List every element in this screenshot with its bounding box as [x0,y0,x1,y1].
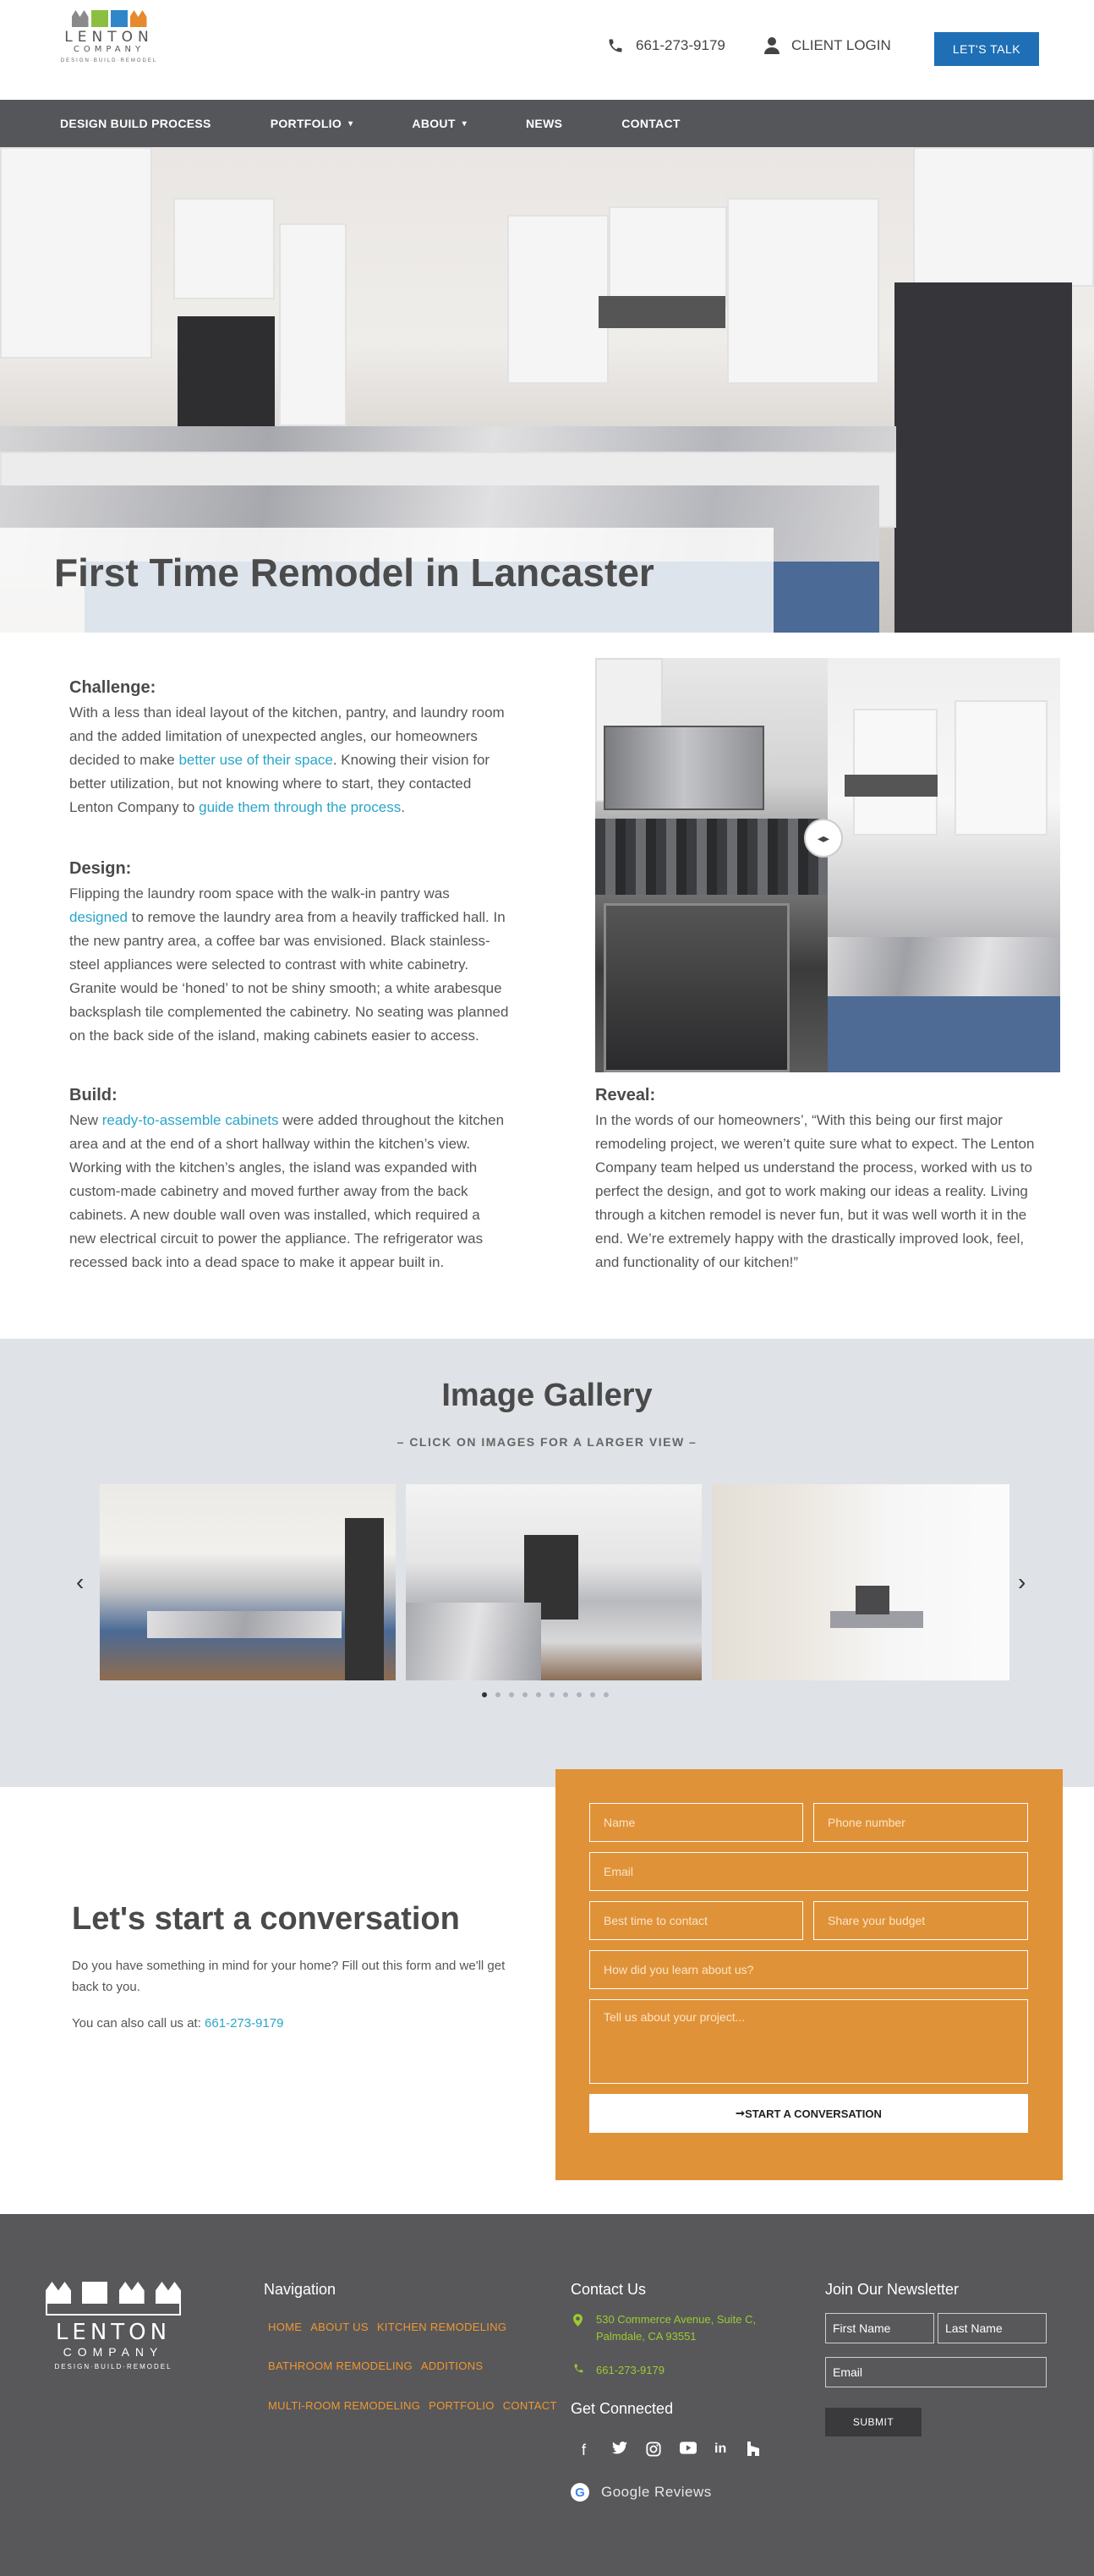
gallery-dot[interactable] [495,1692,501,1697]
gallery-dot[interactable] [590,1692,595,1697]
nav-label: NEWS [526,117,563,130]
page-title: First Time Remodel in Lancaster [54,551,654,595]
user-icon [764,37,779,54]
footer-link[interactable]: KITCHEN REMODELING [376,2321,507,2333]
hero-range-hood [599,296,725,328]
gallery-subtitle: – CLICK ON IMAGES FOR A LARGER VIEW – [397,1435,697,1449]
gallery-dot[interactable] [536,1692,541,1697]
gallery-next-icon[interactable]: › [1018,1569,1026,1595]
gallery-image[interactable] [712,1484,1009,1680]
footer-address[interactable] [596,2311,756,2345]
nav-label: PORTFOLIO [270,117,342,130]
build-heading: Build: [69,1086,118,1104]
hero-cabinet [0,147,152,359]
design-text [69,882,509,1048]
hero-cabinet [507,215,609,384]
build-block [69,1086,509,1274]
client-login-label: CLIENT LOGIN [791,37,891,53]
newsletter-submit-button[interactable]: SUBMIT [825,2408,922,2436]
project-textarea[interactable]: Tell us about your project... [589,1999,1028,2084]
site-header [0,0,1094,100]
twitter-icon[interactable] [612,2442,627,2454]
hero-counter [0,426,896,452]
logo-line1: LENTON [64,29,154,46]
google-reviews-label: Google Reviews [601,2484,712,2500]
hero-refrigerator [894,282,1072,633]
image-gallery [0,1339,1094,1787]
footer-link-row [268,2399,557,2412]
nav-contact[interactable] [621,117,681,130]
text: You can also call us at: [72,2016,205,2031]
newsletter-last-name[interactable]: Last Name [938,2313,1047,2343]
build-text [69,1109,509,1274]
footer-contact-heading: Contact Us [571,2281,647,2298]
gallery-image[interactable] [406,1484,702,1680]
arrow-right-icon: ➞ [736,2107,746,2119]
footer-logo-line1: LENTON [55,2320,172,2345]
footer-phone[interactable]: 661-273-9179 [596,2364,665,2376]
challenge-heading: Challenge: [69,678,156,697]
gallery-dot[interactable] [522,1692,528,1697]
newsletter-email[interactable]: Email [825,2357,1047,2387]
text: . [401,799,405,815]
address-line1: 530 Commerce Avenue, Suite C, [596,2313,757,2326]
phone-icon [607,37,624,54]
gallery-dot[interactable] [509,1692,514,1697]
name-field[interactable]: Name [589,1803,803,1842]
rta-cabinets-link[interactable]: ready-to-assemble cabinets [101,1112,279,1128]
contact-call [72,2013,528,2034]
nav-label: ABOUT [412,117,456,130]
text: Flipping the laundry room space with the walk-in pantry was [69,885,450,902]
text: were added throughout the kitchen area and at the end of a short hallway within the kitchen’s view. Working with the kitchen’s angles, the island was expanded with custom-made cabinetry and moved further away from the back cabinets. A new double wall oven was installed, which required a new electrical circuit to power the appliance. The refrigerator was recessed back into a dead space to make it appear built in. [69,1112,505,1270]
gallery-dot[interactable] [482,1692,487,1697]
hero-cabinet [279,223,347,426]
chevron-down-icon: ▾ [462,118,468,129]
linkedin-icon[interactable]: in [714,2442,727,2456]
compare-handle-icon[interactable]: ◂▸ [804,819,843,858]
gallery-title: Image Gallery [441,1378,653,1413]
designed-link[interactable]: designed [69,909,129,925]
logo-line2: COMPANY [73,45,145,54]
houzz-icon[interactable] [747,2442,759,2456]
best-time-field[interactable]: Best time to contact [589,1901,803,1940]
logo[interactable] [59,10,159,90]
nav-label: DESIGN BUILD PROCESS [60,117,211,130]
gallery-dot[interactable] [563,1692,568,1697]
text: . Knowing their vision for better utilization, but not knowing where to start, they contacted Lenton Company to [69,752,490,815]
submit-label: START A CONVERSATION [745,2107,882,2120]
google-icon: G [571,2483,589,2502]
footer-link[interactable]: BATHROOM REMODELING [268,2360,413,2372]
reveal-block [595,1086,1035,1274]
learned-field[interactable]: How did you learn about us? [589,1950,1028,1989]
contact-form [555,1769,1063,2180]
footer-connected-heading: Get Connected [571,2400,674,2417]
footer-link[interactable]: ADDITIONS [420,2360,484,2372]
gallery-dot[interactable] [577,1692,582,1697]
newsletter-heading: Join Our Newsletter [825,2281,960,2298]
footer-nav-heading: Navigation [264,2281,336,2298]
text: With a less than ideal layout of the kitchen, pantry, and laundry room and the added limitation of unexpected angles, our homeowners decided to make [69,704,505,768]
budget-field[interactable]: Share your budget [813,1901,1028,1940]
footer-logo-line2: COMPANY [63,2345,164,2359]
chevron-down-icon: ▾ [348,118,353,129]
footer-link-row [268,2321,506,2333]
better-use-link[interactable]: better use of their space [178,752,333,768]
footer-link[interactable]: ABOUT US [310,2321,369,2333]
gallery-dots [482,1692,609,1697]
design-heading: Design: [69,859,132,878]
main-nav [0,100,1094,147]
before-after-slider[interactable] [595,658,1060,1072]
reveal-text: In the words of our homeowners’, “With this being our first major remodeling project, we weren’t quite sure what to expect. The Lenton Company team helped us understand the process, worked with us to perfect the design, and got to work making our ideas a reality. Living through a kitchen remodel is never fun, but it was well worth it in the end. We’re extremely happy with the drastically improved look, feel, and functionality of our kitchen!” [595,1112,1035,1270]
newsletter-first-name[interactable]: First Name [825,2313,934,2343]
header-phone: 661-273-9179 [636,37,725,53]
hero-cabinet [913,147,1094,287]
email-field[interactable]: Email [589,1852,1028,1891]
nav-label: CONTACT [621,117,681,130]
nav-design-build-process[interactable] [60,117,211,130]
footer-logo[interactable] [46,2282,181,2370]
nav-portfolio[interactable] [271,117,353,130]
logo-tagline: DESIGN·BUILD·REMODEL [60,58,158,63]
footer-phone-icon [573,2362,584,2379]
design-block [69,859,509,1048]
before-image [595,658,828,1072]
start-conversation-button[interactable] [589,2094,1028,2133]
map-pin-icon [573,2314,583,2332]
site-footer [0,2214,1094,2576]
phone-field[interactable]: Phone number [813,1803,1028,1842]
footer-link[interactable]: CONTACT [502,2399,557,2412]
challenge-block [69,678,509,819]
google-reviews-link[interactable] [571,2483,712,2502]
footer-logo-tagline: DESIGN·BUILD·REMODEL [54,2363,172,2370]
contact-phone-link[interactable]: 661-273-9179 [205,2016,284,2031]
lets-talk-button[interactable]: LET'S TALK [934,32,1039,66]
footer-link[interactable]: MULTI-ROOM REMODELING [268,2399,421,2412]
client-login-link[interactable] [764,37,891,54]
footer-link[interactable]: HOME [268,2321,303,2333]
gallery-dot[interactable] [604,1692,609,1697]
contact-title: Let's start a conversation [72,1901,460,1937]
hero-cabinet [173,198,275,299]
gallery-prev-icon[interactable]: ‹ [76,1569,85,1595]
footer-link-row [268,2360,483,2372]
hero-image [0,147,1094,633]
hero-cabinet [727,198,879,384]
logo-mark [59,10,159,27]
after-image [828,658,1060,1072]
text: to remove the laundry area from a heavily trafficked hall. In the new pantry area, a coffee bar was envisioned. Black stainless-steel appliances were selected to contrast with white cabinetry. Granite would be ‘honed’ to not be shiny smooth; a white arabesque backsplash tile complemented the cabinetry. No seating was planned on the back side of the island, making cabinets easier to access. [69,909,509,1044]
instagram-icon[interactable] [646,2442,661,2457]
address-line2: Palmdale, CA 93551 [596,2330,697,2343]
gallery-image[interactable] [100,1484,396,1680]
youtube-icon[interactable] [680,2442,697,2454]
footer-link[interactable]: PORTFOLIO [429,2399,495,2412]
text: New [69,1112,102,1128]
guide-process-link[interactable]: guide them through the process [199,799,402,815]
facebook-icon[interactable]: f [582,2442,587,2458]
nav-about[interactable] [412,117,467,130]
contact-intro: Do you have something in mind for your home? Fill out this form and we'll get back to you. [72,1959,506,1994]
challenge-text [69,701,509,819]
nav-news[interactable] [526,117,562,130]
reveal-heading: Reveal: [595,1086,656,1104]
hero-cabinet [609,206,727,308]
header-phone-link[interactable] [607,37,725,54]
gallery-dot[interactable] [550,1692,555,1697]
